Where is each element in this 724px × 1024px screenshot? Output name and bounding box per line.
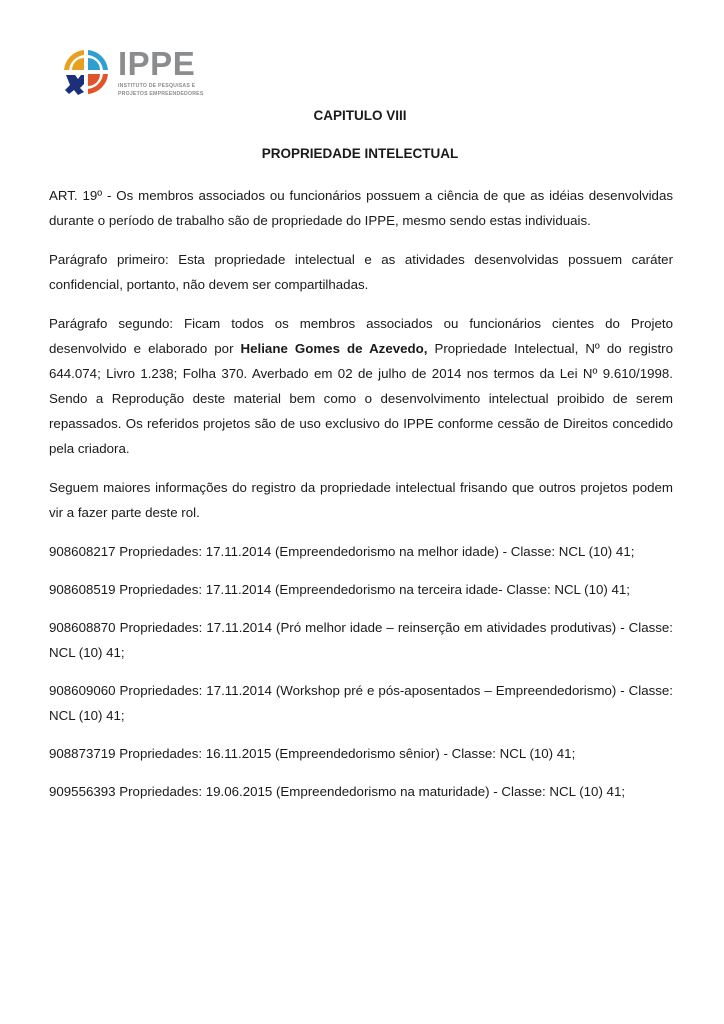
- chapter-title: CAPITULO VIII: [313, 108, 407, 123]
- paragrafo-primeiro: Parágrafo primeiro: Esta propriedade intelectual e as atividades desenvolvidas possuem caráter confidencial, portanto, não devem ser compartilhadas.: [49, 252, 673, 292]
- paragrafo-segundo: [49, 311, 673, 461]
- logo-subtitle-line2: PROJETOS EMPREENDEDORES: [118, 91, 204, 97]
- paragrafo-segundo-before: Parágrafo segundo: Ficam todos os membros associados ou funcionários cientes do Projeto desenvolvido e elaborado por: [49, 316, 673, 356]
- registro-item: 908608519 Propriedades: 17.11.2014 (Empreendedorismo na terceira idade- Classe: NCL (10) 41;: [49, 582, 630, 597]
- ippe-logo-icon: [60, 46, 112, 98]
- registros-intro: Seguem maiores informações do registro da propriedade intelectual frisando que outros projetos podem vir a fazer parte deste rol.: [49, 480, 673, 520]
- section-title: PROPRIEDADE INTELECTUAL: [261, 146, 459, 161]
- document-body: [49, 183, 673, 817]
- logo-name: IPPE: [118, 45, 196, 82]
- registro-item: 908873719 Propriedades: 16.11.2015 (Empreendedorismo sênior) - Classe: NCL (10) 41;: [49, 746, 576, 761]
- paragrafo-segundo-after: Propriedade Intelectual, Nº do registro 644.074; Livro 1.238; Folha 370. Averbado em 02 de julho de 2014 nos termos da Lei Nº 9.610/1998. Sendo a Reprodução deste material bem como o desenvolvimento intelectual proibido de serem repassados. Os referidos projetos são de uso exclusivo do IPPE conforme cessão de Direitos concedido pela criadora.: [49, 341, 673, 456]
- logo-subtitle-line1: INSTITUTO DE PESQUISAS E: [118, 83, 196, 89]
- author-name: Heliane Gomes de Azevedo,: [240, 341, 428, 356]
- ippe-logo: [60, 46, 204, 98]
- registro-item: 908609060 Propriedades: 17.11.2014 (Workshop pré e pós-aposentados – Empreendedorismo) - Classe: NCL (10) 41;: [49, 683, 673, 723]
- registro-item: 909556393 Propriedades: 19.06.2015 (Empreendedorismo na maturidade) - Classe: NCL (10) 41;: [49, 784, 626, 799]
- registro-item: 908608217 Propriedades: 17.11.2014 (Empreendedorismo na melhor idade) - Classe: NCL (10) 41;: [49, 544, 635, 559]
- article-19: ART. 19º - Os membros associados ou funcionários possuem a ciência de que as idéias desenvolvidas durante o período de trabalho são de propriedade do IPPE, mesmo sendo estas individuais.: [49, 188, 673, 228]
- registro-item: 908608870 Propriedades: 17.11.2014 (Pró melhor idade – reinserção em atividades produtivas) - Classe: NCL (10) 41;: [49, 620, 673, 660]
